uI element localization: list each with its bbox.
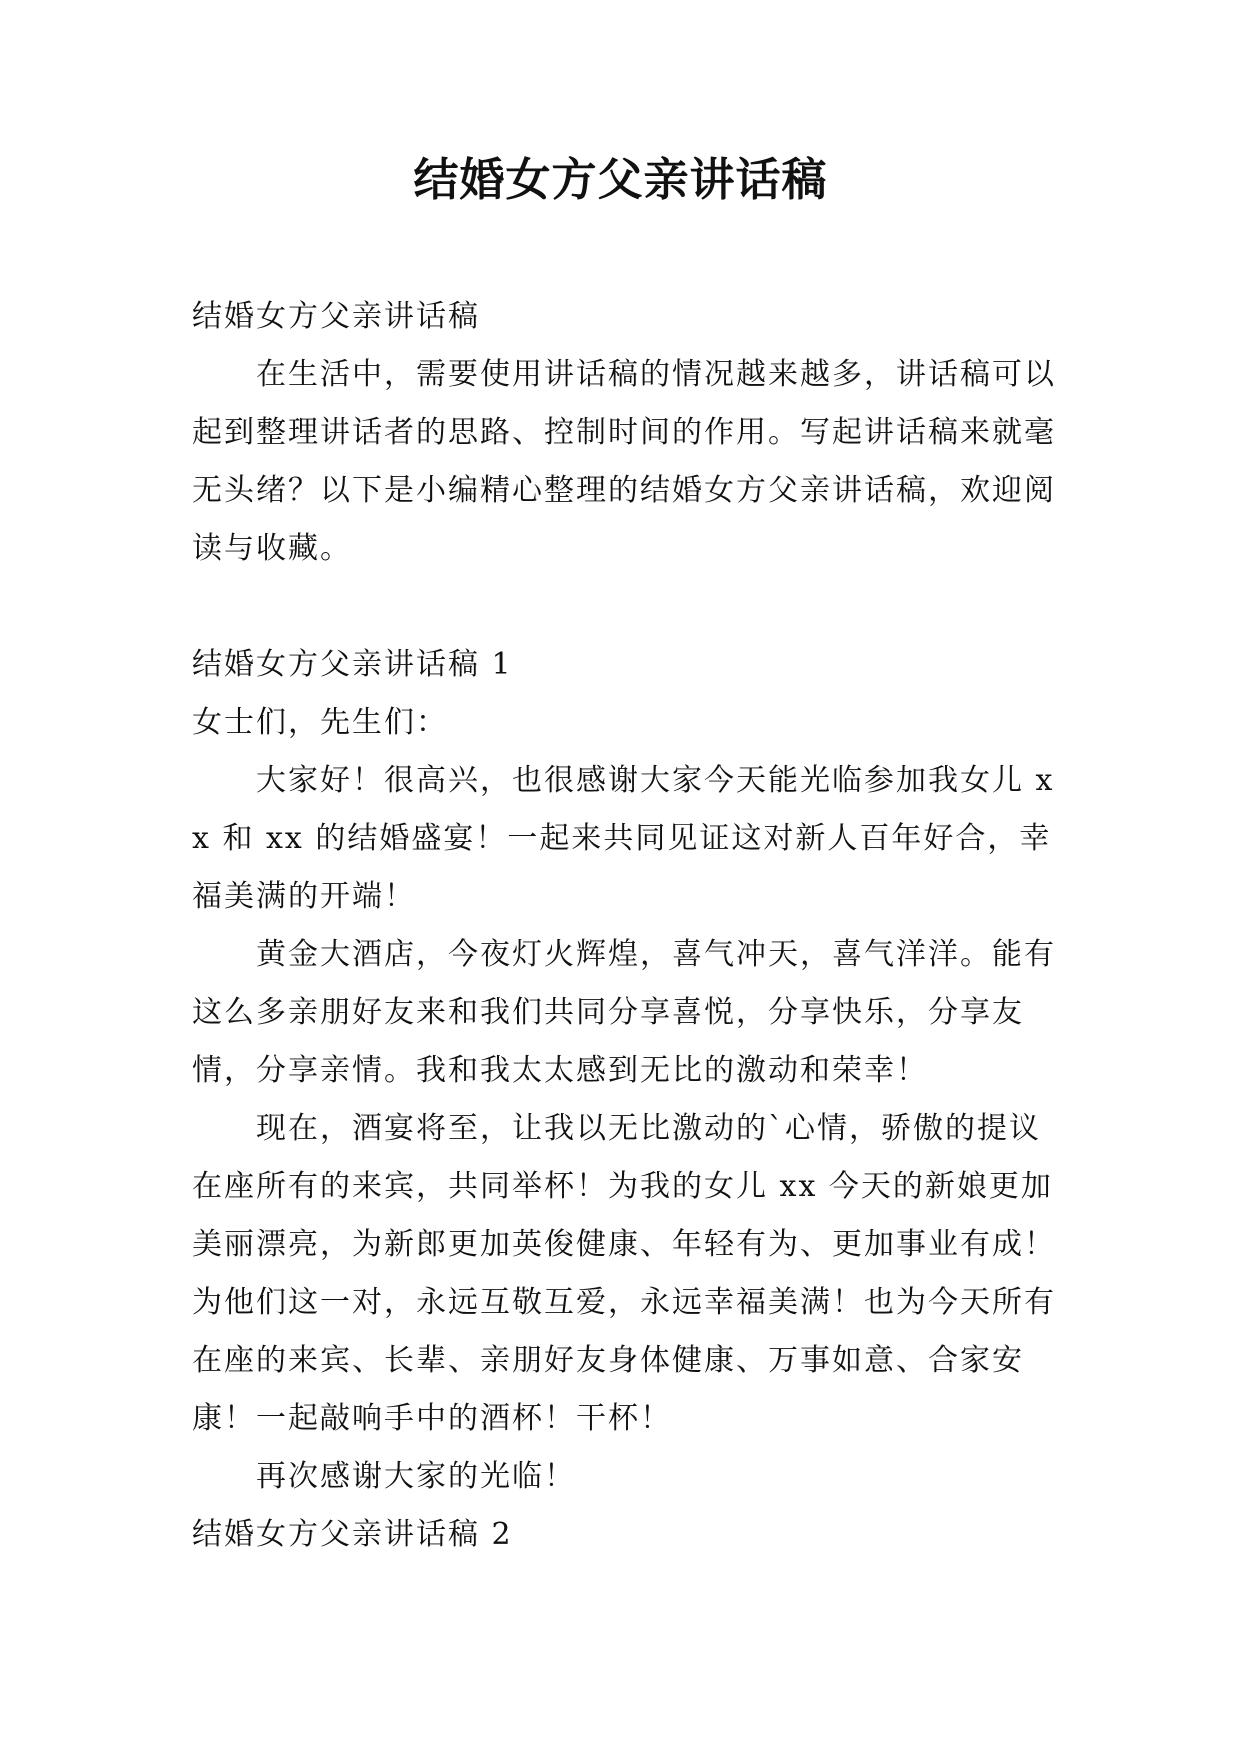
salutation: 女士们，先生们：: [192, 705, 448, 740]
document-body: [192, 288, 1072, 1564]
paragraph-spacer: [192, 578, 1072, 636]
section-heading-1: 结婚女方父亲讲话稿 1: [192, 647, 513, 682]
intro-paragraph: 在生活中，需要使用讲话稿的情况越来越多，讲话稿可以起到整理讲话者的思路、控制时间的作用。写起讲话稿来就毫无头绪？以下是小编精心整理的结婚女方父亲讲话稿，欢迎阅读与收藏。: [192, 357, 1056, 566]
speech-paragraph-4: 再次感谢大家的光临！: [256, 1459, 576, 1494]
speech-paragraph-3: 现在，酒宴将至，让我以无比激动的`心情，骄傲的提议在座所有的来宾，共同举杯！为我的女儿 xx 今天的新娘更加美丽漂亮，为新郎更加英俊健康、年轻有为、更加事业有成！为他们这一对，永远互敬互爱，永远幸福美满！也为今天所有在座的来宾、长辈、亲朋好友身体健康、万事如意、合家安康！一起敲响手中的酒杯！干杯！: [192, 1111, 1056, 1436]
document-subtitle: 结婚女方父亲讲话稿: [192, 299, 480, 334]
section-heading-2: 结婚女方父亲讲话稿 2: [192, 1517, 513, 1552]
speech-paragraph-2: 黄金大酒店，今夜灯火辉煌，喜气冲天，喜气洋洋。能有这么多亲朋好友来和我们共同分享喜悦，分享快乐，分享友情，分享亲情。我和我太太感到无比的激动和荣幸！: [192, 937, 1056, 1088]
document-title: 结婚女方父亲讲话稿: [413, 153, 828, 206]
speech-paragraph-1: 大家好！很高兴，也很感谢大家今天能光临参加我女儿 xx 和 xx 的结婚盛宴！一起来共同见证这对新人百年好合，幸福美满的开端！: [192, 763, 1055, 914]
